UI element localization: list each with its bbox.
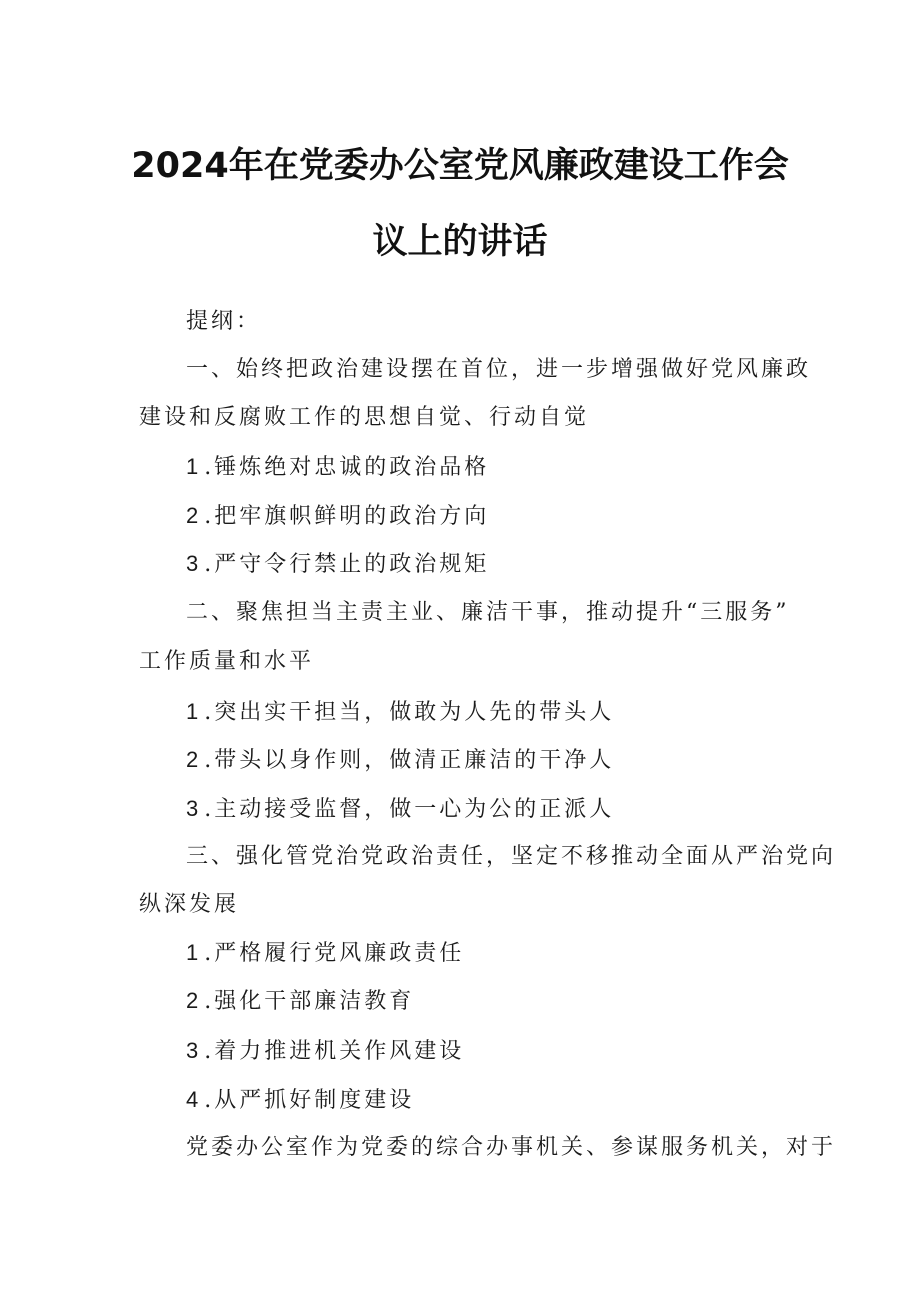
- section-1-item-1: [186, 452, 489, 483]
- section-1-heading-line-2: 建设和反腐败工作的思想自觉、行动自觉: [139, 405, 590, 430]
- item-text: .把牢旗帜鲜明的政治方向: [204, 504, 490, 529]
- item-text: .锤炼绝对忠诚的政治品格: [204, 455, 490, 480]
- section-3-item-4: [186, 1085, 414, 1116]
- document-title-line-1: 2024年在党委办公室党风廉政建设工作会: [131, 146, 789, 186]
- section-1-item-3: [186, 549, 489, 580]
- section-3-item-1: [186, 938, 464, 969]
- section-3-item-3: [186, 1036, 464, 1067]
- section-2-item-3: [186, 794, 614, 825]
- item-number: 1: [186, 699, 199, 724]
- item-text: .严格履行党风廉政责任: [204, 941, 465, 966]
- section-2-heading-line-2: 工作质量和水平: [139, 649, 315, 674]
- document-title-line-2: 议上的讲话: [372, 222, 548, 262]
- section-1-item-2: [186, 501, 489, 532]
- item-text: .主动接受监督，做一心为公的正派人: [204, 797, 615, 822]
- item-number: 2: [186, 747, 199, 772]
- item-text: .严守令行禁止的政治规矩: [204, 552, 490, 577]
- section-2-heading-line-1: 二、聚焦担当主责主业、廉洁干事，推动提升“三服务”: [186, 600, 790, 625]
- section-3-heading-line-2: 纵深发展: [139, 892, 240, 917]
- item-number: 1: [186, 454, 199, 479]
- item-number: 3: [186, 1038, 199, 1063]
- section-3-item-2: [186, 986, 414, 1017]
- item-number: 2: [186, 503, 199, 528]
- item-text: .着力推进机关作风建设: [204, 1039, 465, 1064]
- outline-label: 提纲：: [186, 309, 262, 334]
- section-1-heading-line-1: 一、始终把政治建设摆在首位，进一步增强做好党风廉政: [186, 357, 812, 382]
- item-number: 3: [186, 551, 199, 576]
- section-2-item-1: [186, 697, 614, 728]
- section-3-heading-line-1: 三、强化管党治党政治责任，坚定不移推动全面从严治党向: [186, 844, 837, 869]
- section-2-item-2: [186, 745, 614, 776]
- item-text: .强化干部廉洁教育: [204, 989, 415, 1014]
- item-number: 4: [186, 1087, 199, 1112]
- item-text: .从严抓好制度建设: [204, 1088, 415, 1113]
- item-number: 1: [186, 940, 199, 965]
- item-number: 3: [186, 796, 199, 821]
- item-text: .突出实干担当，做敢为人先的带头人: [204, 700, 615, 725]
- item-text: .带头以身作则，做清正廉洁的干净人: [204, 748, 615, 773]
- item-number: 2: [186, 988, 199, 1013]
- body-paragraph-start: 党委办公室作为党委的综合办事机关、参谋服务机关，对于: [186, 1135, 837, 1160]
